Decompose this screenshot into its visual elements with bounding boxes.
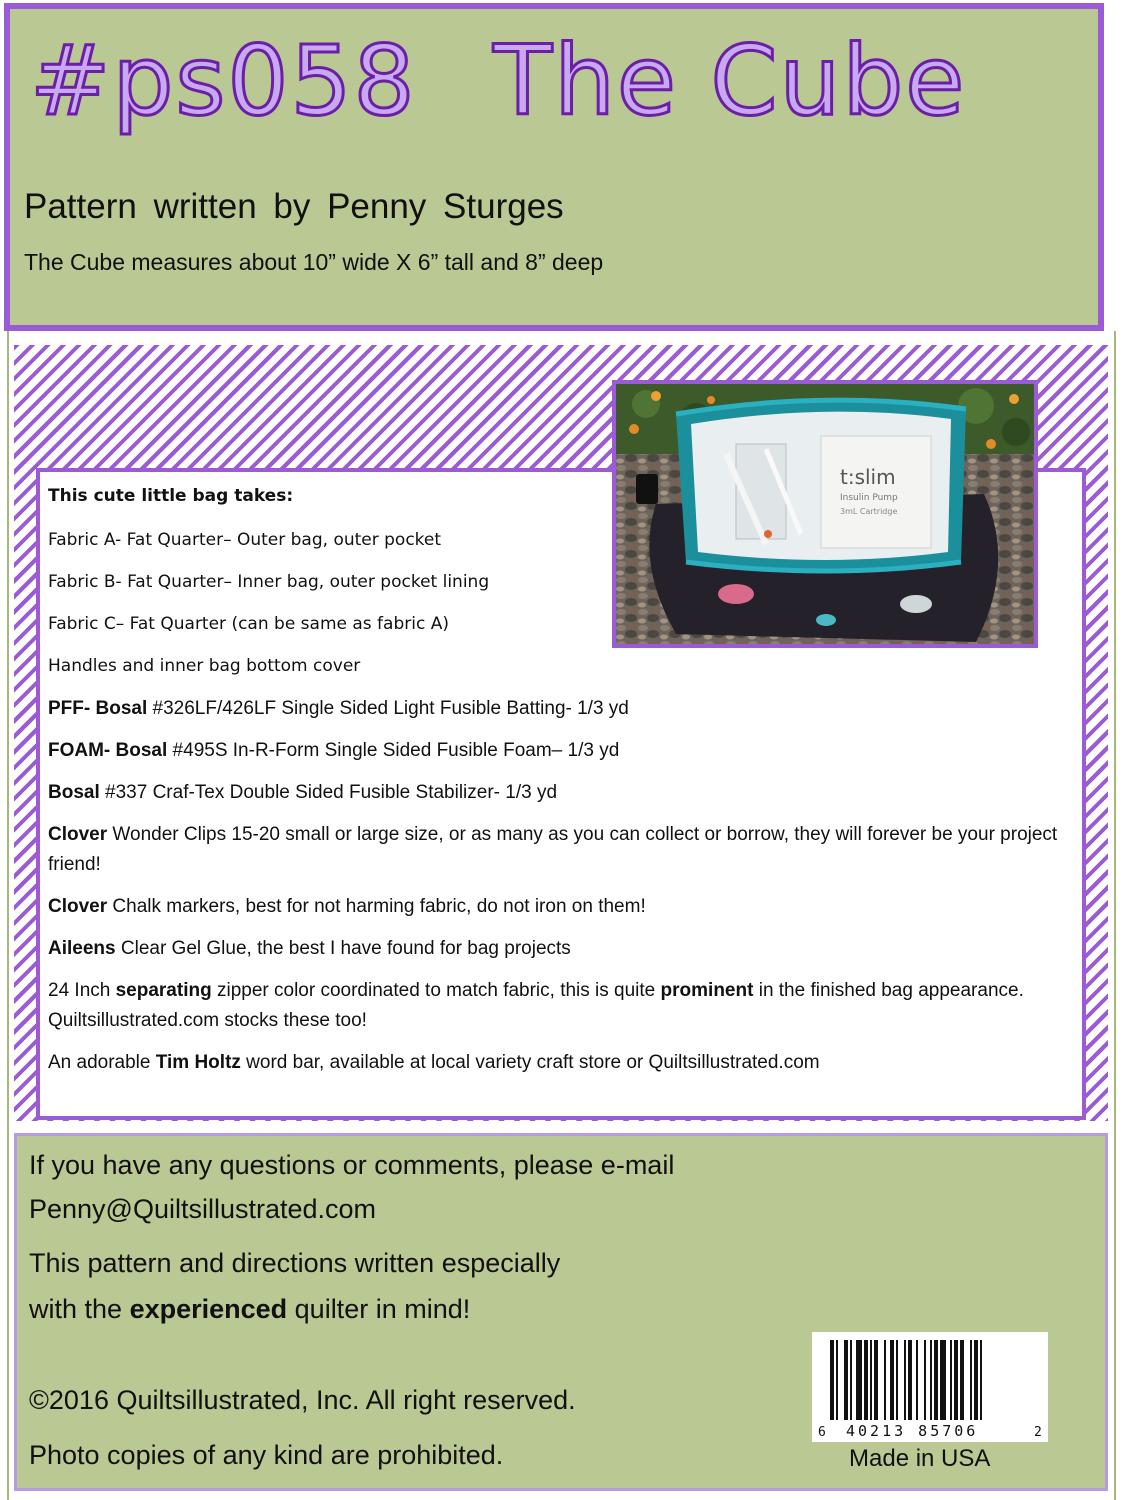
barcode-bar: [830, 1340, 834, 1420]
material-word-bar-post: word bar, available at local variety craft store or Quiltsillustrated.com: [240, 1052, 820, 1073]
material-pff: [48, 694, 1068, 724]
material-glue-brand: Aileens: [48, 938, 116, 959]
barcode-bar: [856, 1340, 862, 1420]
footer-panel: [14, 1133, 1108, 1491]
material-clips: [48, 820, 1068, 880]
material-foam: [48, 736, 1068, 766]
pattern-title: [30, 25, 967, 137]
material-pff-text: #326LF/426LF Single Sided Light Fusible Batting- 1/3 yd: [147, 698, 629, 719]
barcode-bar: [924, 1340, 926, 1420]
barcode-bar: [970, 1340, 972, 1420]
pattern-note-bold: experienced: [129, 1294, 288, 1324]
material-foam-brand: FOAM- Bosal: [48, 740, 168, 761]
material-clips-brand: Clover: [48, 824, 108, 845]
barcode-bar: [960, 1340, 964, 1420]
barcode-bar: [844, 1340, 848, 1420]
barcode-bar: [916, 1340, 918, 1420]
material-word-bar-brand: Tim Holtz: [155, 1052, 241, 1073]
material-word-bar-pre: An adorable: [48, 1052, 156, 1073]
barcode-bar: [890, 1340, 894, 1420]
barcode-bar: [836, 1340, 838, 1420]
packet-detail-text: 3mL Cartridge: [840, 507, 898, 516]
contact-email[interactable]: Penny@Quiltsillustrated.com: [29, 1194, 377, 1224]
prohibited-line: Photo copies of any kind are prohibited.: [29, 1440, 504, 1470]
barcode-graphic: [812, 1332, 1048, 1442]
copyright-line: ©2016 Quiltsillustrated, Inc. All right reserved.: [29, 1385, 576, 1415]
materials-heading: This cute little bag takes:: [48, 486, 294, 506]
material-zipper-post: in the finished bag appearance. Quiltsillustrated.com stocks these too!: [48, 980, 1024, 1031]
barcode-bar: [870, 1340, 872, 1420]
material-chalk: [48, 892, 1068, 922]
pattern-note-post: quilter in mind!: [287, 1294, 471, 1324]
barcode-digits: 40213 85706: [846, 1422, 979, 1440]
measurements-line: The Cube measures about 10” wide X 6” tall and 8” deep: [24, 249, 604, 275]
material-fabric-b: Fabric B- Fat Quarter– Inner bag, outer pocket lining: [48, 572, 490, 592]
material-zipper: [48, 976, 1068, 1036]
made-in-label: Made in USA: [849, 1445, 991, 1472]
pattern-code: #ps058: [30, 25, 417, 137]
barcode-bar: [980, 1340, 982, 1420]
material-zipper-bold-1: separating: [115, 980, 212, 1001]
material-handles: Handles and inner bag bottom cover: [48, 656, 361, 676]
barcode-bar: [950, 1340, 952, 1420]
material-fabric-c: Fabric C– Fat Quarter (can be same as fabric A): [48, 614, 449, 634]
barcode-bar: [896, 1340, 898, 1420]
bag-photo: [612, 380, 1038, 648]
barcode-bar: [904, 1340, 906, 1420]
material-chalk-text: Chalk markers, best for not harming fabric, do not iron on them!: [107, 896, 646, 917]
material-pff-brand: PFF- Bosal: [48, 698, 148, 719]
bag-photo-illustration: [616, 384, 1034, 644]
material-zipper-bold-2: prominent: [660, 980, 754, 1001]
material-stabilizer: [48, 778, 1068, 808]
material-word-bar: [48, 1048, 1068, 1078]
header-panel: [4, 3, 1104, 331]
barcode-last-digit: 2: [1034, 1425, 1042, 1440]
contact-prompt: If you have any questions or comments, please e-mail: [29, 1150, 675, 1180]
barcode-bar: [908, 1340, 912, 1420]
barcode-bar: [864, 1340, 868, 1420]
barcode-bar: [884, 1340, 886, 1420]
material-glue-text: Clear Gel Glue, the best I have found for bag projects: [115, 938, 571, 959]
material-stabilizer-text: #337 Craf-Tex Double Sided Fusible Stabilizer- 1/3 yd: [99, 782, 558, 803]
pattern-note-line-2: [29, 1294, 470, 1325]
pattern-note-pre: with the: [29, 1294, 130, 1324]
barcode-bar: [874, 1340, 878, 1420]
packet-sub-text: Insulin Pump: [840, 493, 898, 503]
left-edge-line: [7, 331, 9, 1500]
material-fabric-a: Fabric A- Fat Quarter– Outer bag, outer pocket: [48, 530, 442, 550]
material-foam-text: #495S In-R-Form Single Sided Fusible Foam– 1/3 yd: [167, 740, 620, 761]
material-zipper-mid: zipper color coordinated to match fabric, this is quite: [211, 980, 661, 1001]
material-glue: [48, 934, 1068, 964]
barcode-bars: [830, 1340, 982, 1420]
barcode-bar: [974, 1340, 978, 1420]
material-clips-text: Wonder Clips 15-20 small or large size, or as many as you can collect or borrow, they will forever be your project friend!: [48, 824, 1058, 875]
pattern-note-line-1: This pattern and directions written especially: [29, 1248, 561, 1278]
barcode: [812, 1332, 1048, 1442]
barcode-first-digit: 6: [818, 1425, 826, 1440]
material-stabilizer-brand: Bosal: [48, 782, 100, 803]
packet-brand-text: t:slim: [840, 465, 896, 489]
material-chalk-brand: Clover: [48, 896, 108, 917]
right-edge-line: [1114, 331, 1116, 1500]
pattern-name: The Cube: [493, 25, 967, 137]
barcode-bar: [954, 1340, 958, 1420]
material-zipper-pre: 24 Inch: [48, 980, 116, 1001]
barcode-bar: [934, 1340, 938, 1420]
barcode-bar: [930, 1340, 932, 1420]
author-line: Pattern written by Penny Sturges: [24, 187, 564, 226]
barcode-bar: [940, 1340, 946, 1420]
barcode-bar: [850, 1340, 852, 1420]
